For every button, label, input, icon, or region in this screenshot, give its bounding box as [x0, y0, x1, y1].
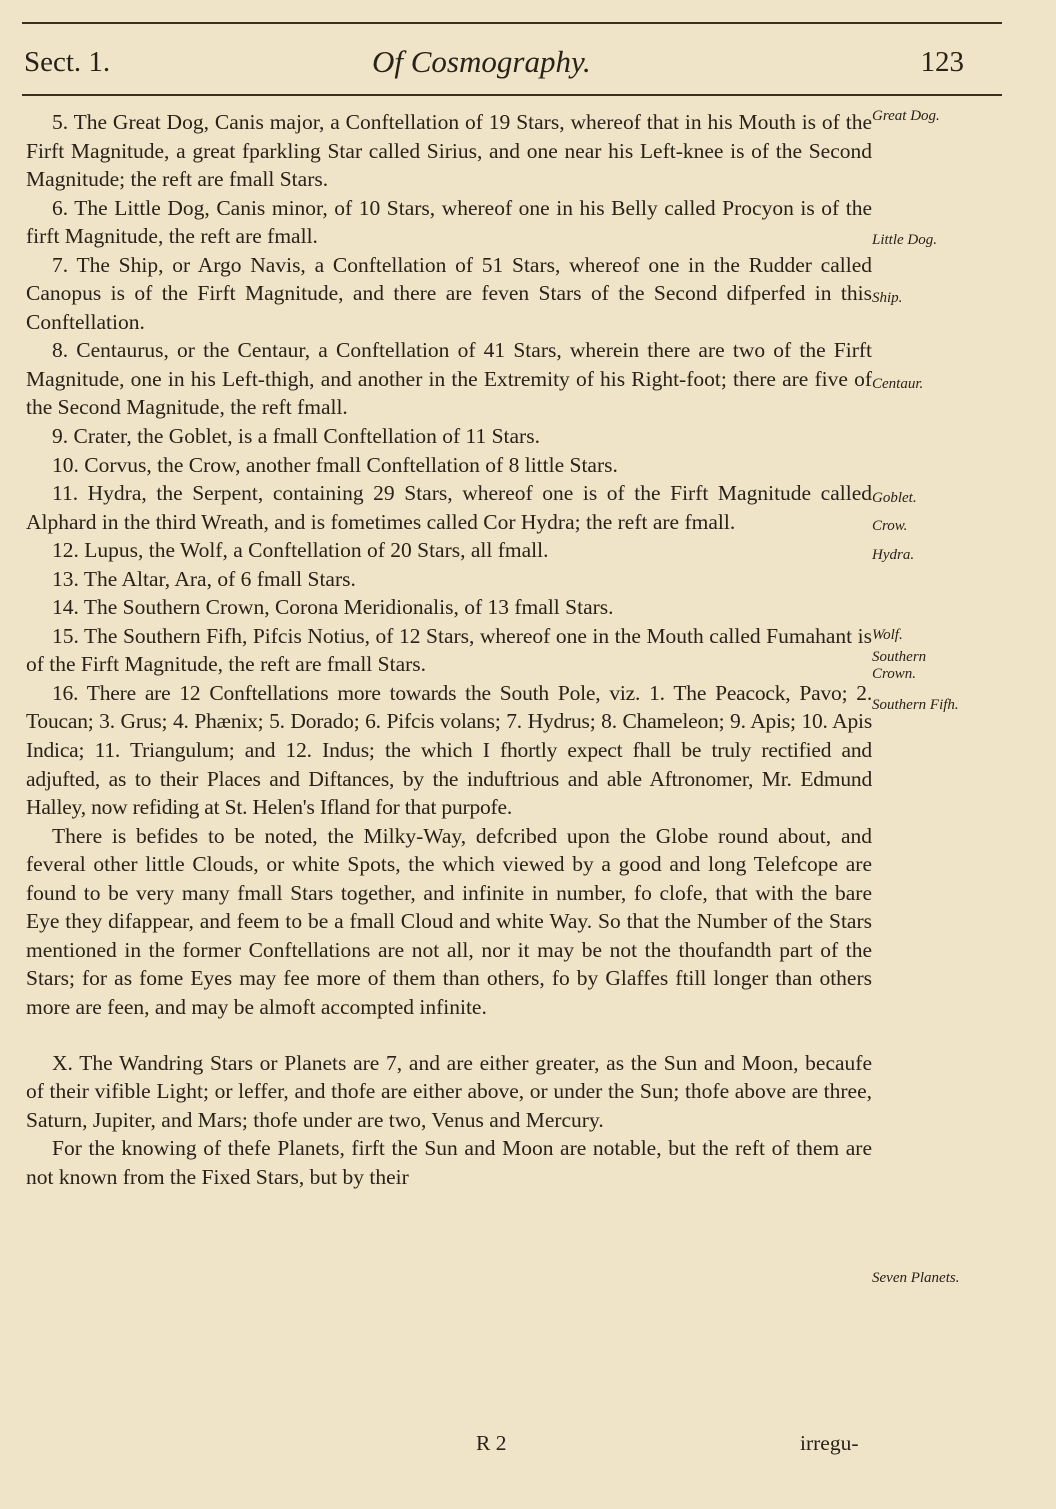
paragraph-ship: 7. The Ship, or Argo Navis, a Conftellation of 51 Stars, whereof one in the Rudder called Canopus is of the Firft Magnitude, and there are feven Stars of the Second difperfed in this Conftellation.	[26, 252, 872, 334]
margin-note: Little Dog.	[872, 232, 938, 248]
margin-note: Great Dog.	[872, 108, 940, 124]
header-rule	[22, 94, 1002, 96]
running-title: Of Cosmography.	[372, 44, 591, 79]
catchword: irregu-	[800, 1431, 859, 1455]
paragraph-centaur: 8. Centaurus, or the Centaur, a Conftellation of 41 Stars, wherein there are two of the Firft Magnitude, one in his Left-thigh, and another in the Extremity of his Right-foot; there are five of the Second Magnitude, the reft fmall.	[26, 338, 872, 420]
paragraph-south-pole: 16. There are 12 Conftellations more towards the South Pole, viz. 1. The Peacock, Pavo; 2. Toucan; 3. Grus; 4. Phænix; 5. Dorado; 6. Pifcis volans; 7. Hydrus; 8. Chameleon; 9. Apis; 10. Apis Indica; 11. Triangulum; and 12. Indus; the which I fhortly expect fhall be truly rectified and adjufted, as to their Places and Diftances, by the induftrious and able Aftronomer, Mr. Edmund Halley, now refiding at St. Helen's Ifland for that purpofe.	[26, 680, 872, 820]
paragraph-planets: X. The Wandring Stars or Planets are 7, and are either greater, as the Sun and Moon, becaufe of their vifible Light; or leffer, and thofe are either above, or under the Sun; thofe above are three, Saturn, Jupiter, and Mars; thofe under are two, Venus and Mercury.	[26, 1050, 872, 1132]
margin-note: Southern Crown.	[872, 649, 927, 682]
paragraph-great-dog: 5. The Great Dog, Canis major, a Conftellation of 19 Stars, whereof that in his Mouth is of the Firft Magnitude, a great fparkling Star called Sirius, and one near his Left-knee is of the Second Magnitude; the reft are fmall Stars.	[26, 110, 872, 192]
paragraph-hydra: 11. Hydra, the Serpent, containing 29 Stars, whereof one is of the Firft Magnitude called Alphard in the third Wreath, and is fometimes called Cor Hydra; the reft are fmall.	[26, 481, 872, 534]
top-rule	[22, 22, 1002, 24]
paragraph-crow: 10. Corvus, the Crow, another fmall Conftellation of 8 little Stars.	[52, 452, 618, 477]
running-head	[24, 40, 964, 88]
paragraph-little-dog: 6. The Little Dog, Canis minor, of 10 Stars, whereof one in his Belly called Procyon is of the firft Magnitude, the reft are fmall.	[26, 195, 872, 249]
section-gap	[26, 1022, 872, 1049]
margin-note: Hydra.	[872, 547, 915, 563]
margin-note: Ship.	[872, 290, 903, 306]
section-label: Sect. 1.	[24, 46, 111, 78]
paragraph-altar: 13. The Altar, Ara, of 6 fmall Stars.	[52, 566, 356, 591]
paragraph-wolf: 12. Lupus, the Wolf, a Conftellation of 20 Stars, all fmall.	[52, 538, 549, 563]
margin-note: Goblet.	[872, 490, 917, 506]
margin-note: Wolf.	[872, 627, 903, 643]
paragraph-southern-fish: 15. The Southern Fifh, Pifcis Notius, of 12 Stars, whereof one in the Mouth called Fumahant is of the Firft Magnitude, the reft are fmall Stars.	[26, 623, 872, 677]
paragraph-southern-crown: 14. The Southern Crown, Corona Meridionalis, of 13 fmall Stars.	[52, 595, 614, 620]
paragraph-knowing-planets: For the knowing of thefe Planets, firft the Sun and Moon are notable, but the reft of them are not known from the Fixed Stars, but by their	[26, 1136, 872, 1189]
margin-note: Crow.	[872, 518, 908, 534]
margin-note: Centaur.	[872, 376, 924, 392]
page-number: 123	[920, 46, 964, 78]
paragraph-goblet: 9. Crater, the Goblet, is a fmall Conftellation of 11 Stars.	[52, 424, 540, 449]
main-text	[26, 108, 872, 1191]
margin-note: Seven Planets.	[872, 1270, 960, 1286]
signature-mark: R 2	[476, 1431, 507, 1455]
margin-note: Southern Fifh.	[872, 697, 959, 713]
paragraph-milky-way: There is befides to be noted, the Milky-Way, defcribed upon the Globe round about, and feveral other little Clouds, or white Spots, the which viewed by a good and long Telefcope are found to be very many fmall Stars together, and infinite in number, fo clofe, that with the bare Eye they difappear, and feem to be a fmall Cloud and white Way. So that the Number of the Stars mentioned in the former Conftellations are not all, nor it may be not the thoufandth part of the Stars; for as fome Eyes may fee more of them than others, fo by Glaffes ftill longer than others more are feen, and may be almoft accompted infinite.	[26, 823, 872, 1019]
